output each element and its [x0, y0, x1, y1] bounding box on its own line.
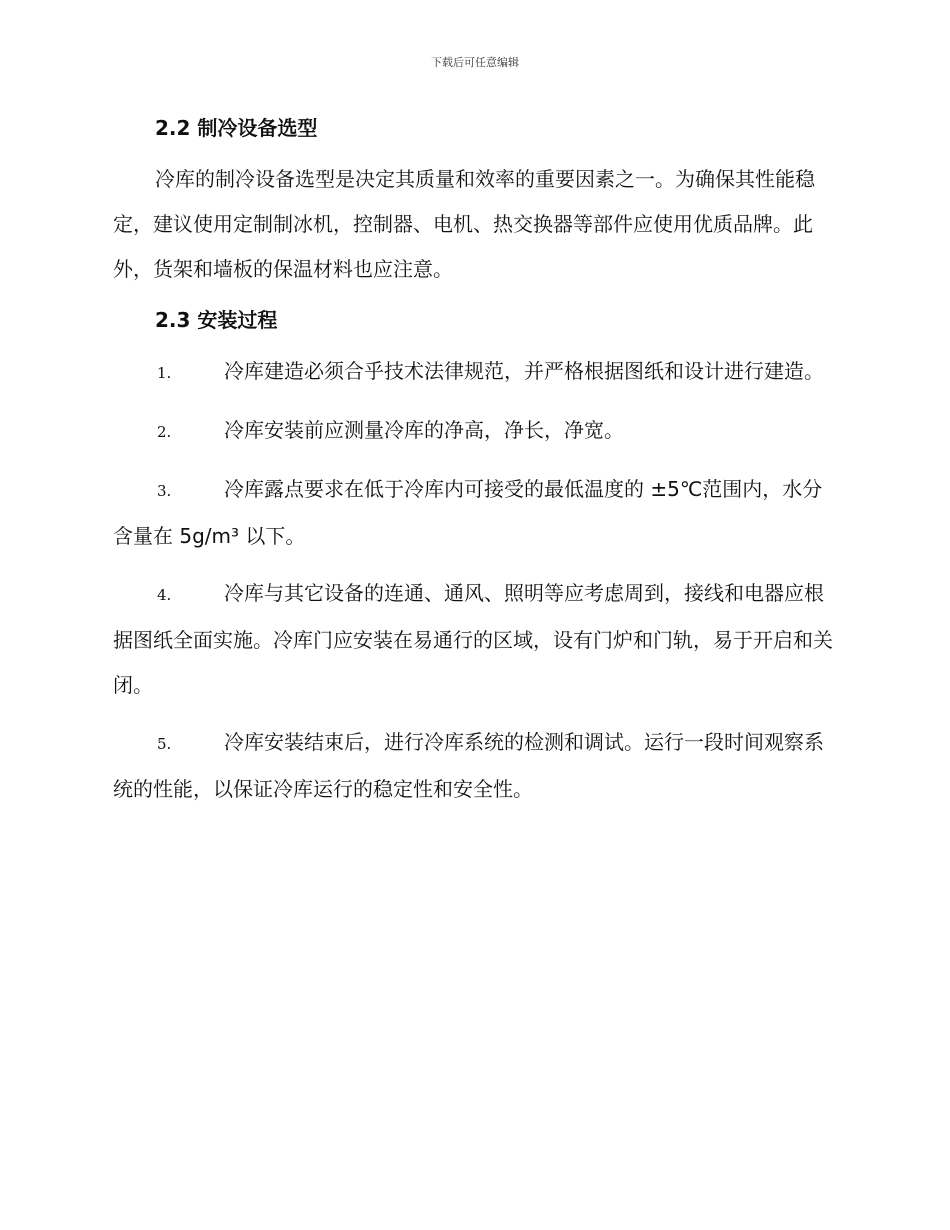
list-item-number: 5. — [157, 735, 172, 753]
list-item-text: 冷库安装结束后，进行冷库系统的检测和调试。运行一段时间观察系统的性能，以保证冷库运行的稳定性和安全性。 — [113, 730, 824, 801]
list-item-number: 2. — [157, 423, 172, 441]
list-item — [113, 408, 837, 455]
list-item-text: 冷库与其它设备的连通、通风、照明等应考虑周到，接线和电器应根据图纸全面实施。冷库门应安装在易通行的区域，设有门炉和门轨，易于开启和关闭。 — [113, 581, 833, 697]
list-item-number: 3. — [157, 482, 172, 500]
list-item-text: 冷库露点要求在低于冷库内可接受的最低温度的 ±5℃范围内，水分含量在 5g/m³ 以下。 — [113, 477, 823, 548]
section-paragraph-2-2: 冷库的制冷设备选型是决定其质量和效率的重要因素之一。为确保其性能稳定，建议使用定制制冰机，控制器、电机、热交换器等部件应使用优质品牌。此外，货架和墙板的保温材料也应注意。 — [113, 167, 815, 281]
list-item — [113, 720, 837, 812]
list-item — [113, 349, 837, 396]
list-item-number: 1. — [157, 364, 172, 382]
list-item — [113, 571, 837, 708]
page-header: 下载后可任意编辑 — [431, 56, 519, 69]
list-item-text: 冷库安装前应测量冷库的净高，净长，净宽。 — [224, 418, 624, 442]
section-heading-2-2: 2.2 制冷设备选型 — [155, 116, 318, 140]
list-item — [113, 467, 837, 559]
list-item-text: 冷库建造必须合乎技术法律规范，并严格根据图纸和设计进行建造。 — [224, 359, 824, 383]
list-item-number: 4. — [157, 586, 172, 604]
document-body — [113, 112, 837, 812]
section-heading-2-3: 2.3 安装过程 — [155, 308, 278, 332]
